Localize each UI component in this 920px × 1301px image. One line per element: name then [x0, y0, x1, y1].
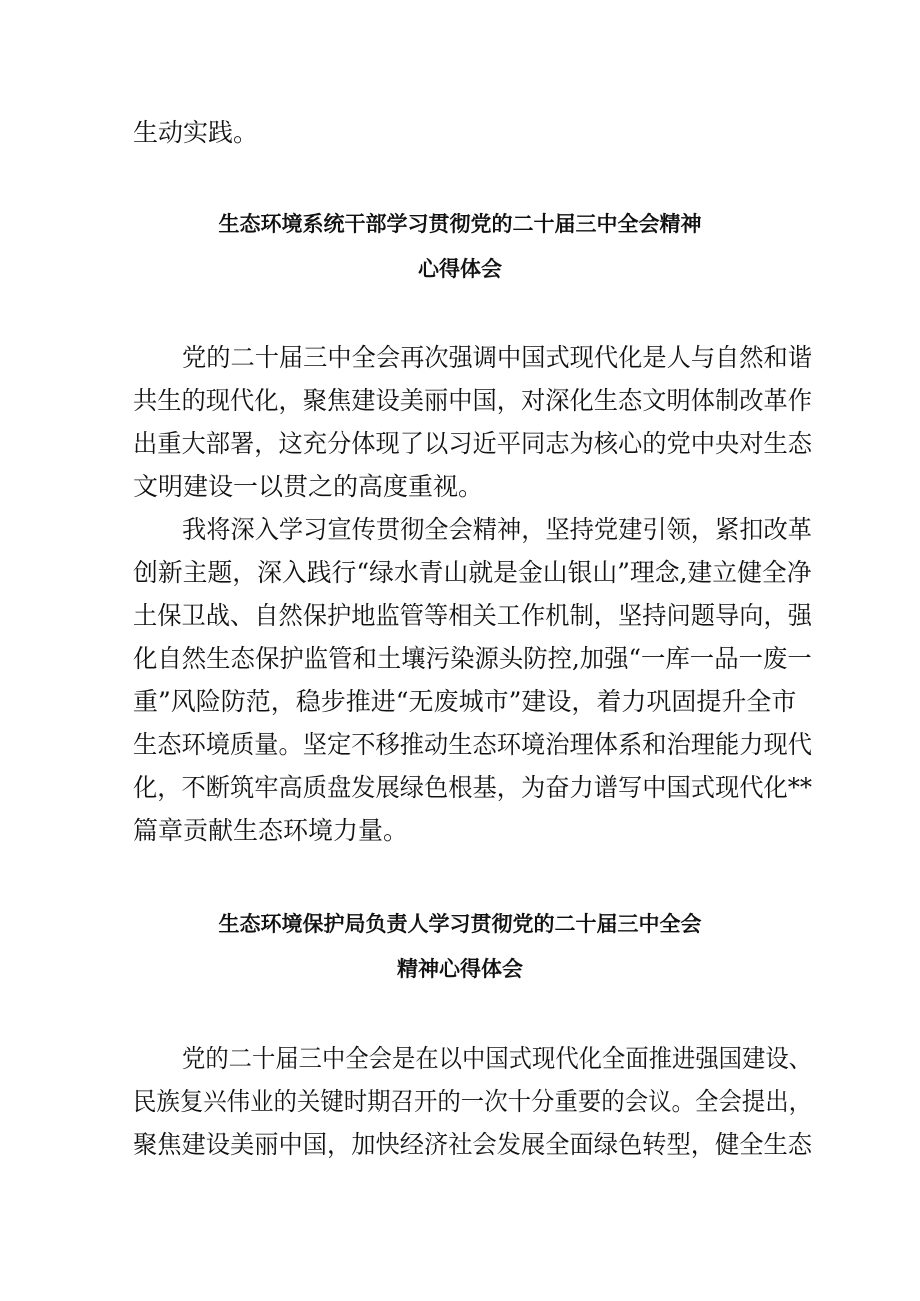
article-1-title-line-2: 心得体会 — [418, 257, 502, 281]
article-2-p1-line-2: 民族复兴伟业的关键时期召开的一次十分重要的会议。全会提出， — [133, 1087, 813, 1116]
article-1-p2-line-8: 篇章贡献生态环境力量。 — [133, 816, 409, 845]
article-1-p2-line-1: 我将深入学习宣传贯彻全会精神，坚持党建引领，紧扣改革 — [182, 515, 812, 544]
article-1-p2-line-7: 化，不断筑牢高质盘发展绿色根基，为奋力谱写中国式现代化** — [133, 773, 813, 802]
article-2-p1-line-1: 党的二十届三中全会是在以中国式现代化全面推进强国建设、 — [182, 1044, 812, 1073]
article-1-p2-line-5: 重”风险防范，稳步推进“无废城市”建设，着力巩固提升全市 — [133, 687, 797, 716]
fragment-text: 生动实践。 — [133, 118, 259, 147]
article-1-p2-line-4: 化自然生态保护监管和土壤污染源头防控,加强“一库一品一废一 — [133, 644, 812, 673]
article-1-p2-line-2: 创新主题，深入践行“绿水青山就是金山银山”理念,建立健全净 — [133, 558, 812, 587]
article-1-p1-line-2: 共生的现代化，聚焦建设美丽中国，对深化生态文明体制改革作 — [133, 386, 813, 415]
article-2-p1-line-3: 聚焦建设美丽中国，加快经济社会发展全面绿色转型，健全生态 — [133, 1130, 813, 1159]
article-2-title-line-2: 精神心得体会 — [397, 957, 523, 981]
article-1-title-line-1: 生态环境系统干部学习贯彻党的二十届三中全会精神 — [218, 212, 702, 236]
article-1-p2-line-3: 土保卫战、自然保护地监管等相关工作机制，坚持问题导向，强 — [133, 601, 813, 630]
article-1-p1-line-4: 文明建设一以贯之的高度重视。 — [133, 472, 484, 501]
article-1-p1-line-3: 出重大部署，这充分体现了以习近平同志为核心的党中央对生态 — [133, 429, 813, 458]
article-1-p2-line-6: 生态环境质量。坚定不移推动生态环境治理体系和治理能力现代 — [133, 730, 813, 759]
article-2-title-line-1: 生态环境保护局负责人学习贯彻党的二十届三中全会 — [218, 912, 702, 936]
article-1-p1-line-1: 党的二十届三中全会再次强调中国式现代化是人与自然和谐 — [182, 343, 812, 372]
